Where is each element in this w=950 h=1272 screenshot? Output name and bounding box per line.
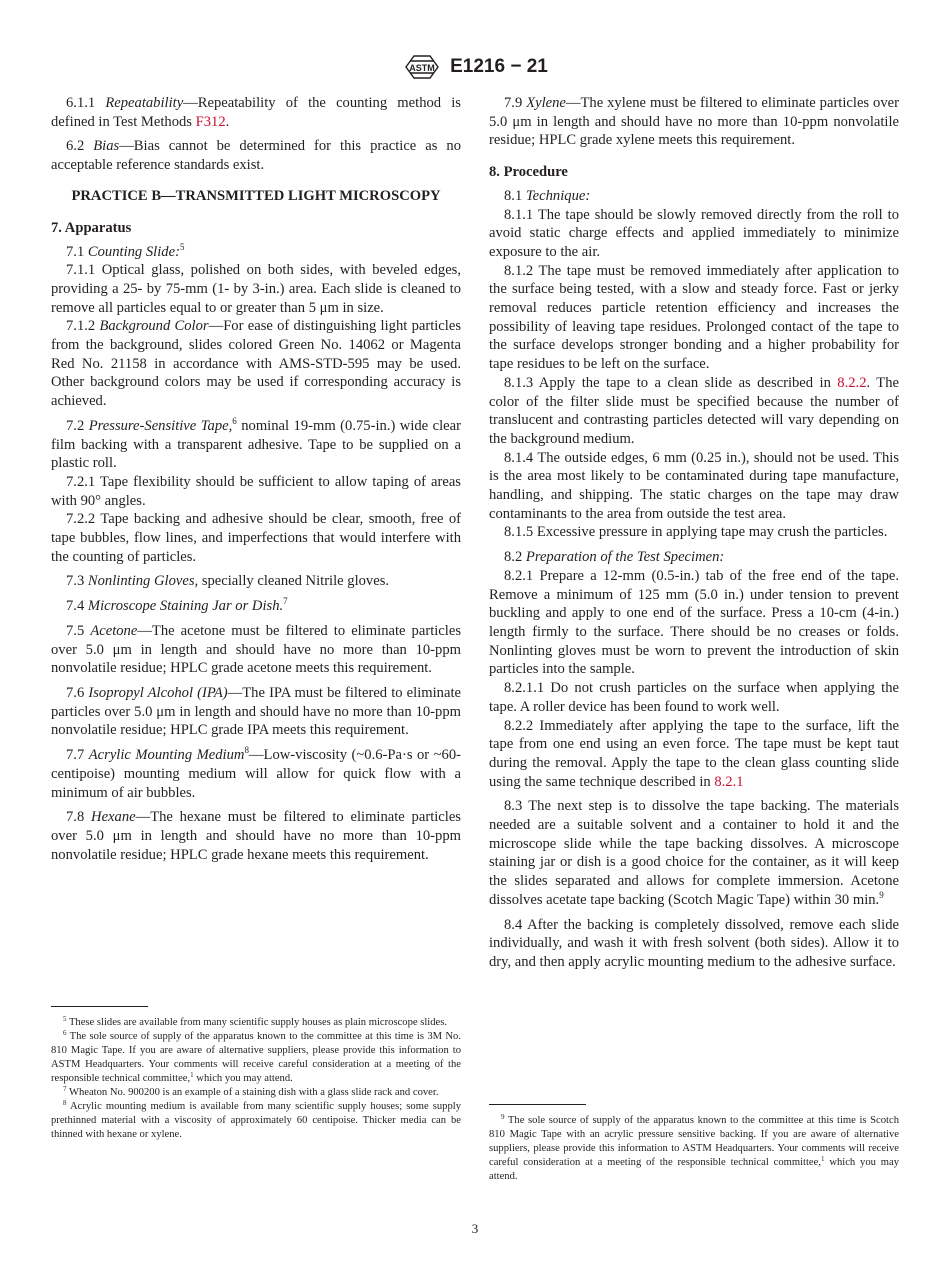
para-7-6: 7.6 Isopropyl Alcohol (IPA)—The IPA must be filtered to eliminate particles over 5.0 μm in length and should have no more than 10-ppm nonvolatile residue; HPLC grade IPA meets this requirement. — [51, 684, 461, 739]
para-8-4: 8.4 After the backing is completely dissolved, remove each slide individually, and wash it with fresh solvent (both sides). Allow it to dry, and then apply acrylic mounting medium to the adhesive surface. — [489, 916, 899, 970]
para-7-1: 7.1 Counting Slide:$^5$ — [66, 241, 185, 260]
para-8-1-2: 8.1.2 The tape must be removed immediately after application to the surface being tested, with a slow and steady force. Fast or jerky removal reduces particle retention efficiency and increases the possibility of leaving tape residues. Prolonged contact of the tape to the surface develops stronger bonding and a higher probability for tape residues to be left on the surface. — [489, 262, 899, 373]
para-7-2-2: 7.2.2 Tape backing and adhesive should be clear, smooth, free of tape bubbles, flow lines, and imperfections that would interfere with the counting of particles. — [51, 511, 461, 565]
para-6-1-1: 6.1.1 Repeatability—Repeatability of the counting method is defined in Test Methods F312. — [51, 95, 461, 130]
para-7-7: 7.7 Acrylic Mounting Medium$^8$—Low-viscosity (~0.6-Pa·s or ~60-centipoise) mounting medium will allow for quick flow with a minimum of air bubbles. — [51, 745, 461, 801]
footnotes-right — [489, 1104, 899, 1184]
footnote-7: $^7$ Wheaton No. 900200 is an example of a staining dish with a glass slide rack and cover. — [63, 1085, 439, 1098]
page-number: 3 — [471, 1221, 479, 1236]
left-column — [51, 94, 461, 864]
para-8-1: 8.1 Technique: — [504, 187, 591, 204]
footnote-ref-8[interactable]: 8 — [244, 745, 249, 756]
footnote-ref-6[interactable]: 6 — [232, 415, 237, 426]
footnote-rule — [51, 1006, 148, 1007]
svg-text:ASTM: ASTM — [409, 63, 435, 73]
para-6-2: 6.2 Bias—Bias cannot be determined for this practice as no acceptable reference standards exist. — [51, 138, 461, 174]
practice-b-title: PRACTICE B—TRANSMITTED LIGHT MICROSCOPY — [71, 187, 441, 204]
footnote-6: $^6$ The sole source of supply of the apparatus known to the committee at this time is 3M No. 810 Magic Tape. If you are aware of alternative suppliers, please provide this information to ASTM Headquarters. Your comments will receive careful consideration at a meeting of the responsible technical committee,$^1$ which you may attend. — [51, 1029, 461, 1084]
para-8-2: 8.2 Preparation of the Test Specimen: — [504, 549, 725, 566]
para-8-2-2: 8.2.2 Immediately after applying the tape to the surface, lift the tape from one end using an even force. The tape must be kept taut during the removal. Apply the tape to the clean glass counting slide using the same technique described in 8.2.1 — [489, 717, 899, 790]
footnote-rule — [489, 1104, 586, 1105]
para-7-2-1: 7.2.1 Tape flexibility should be sufficient to allow taping of areas with 90° angles. — [51, 473, 461, 509]
footnote-8: $^8$ Acrylic mounting medium is available from many scientific supply houses; some supply prethinned material with a viscosity of approximately 60 centipoise. Thicker media can be thinned with hexane or xylene. — [51, 1099, 461, 1140]
para-8-2-1: 8.2.1 Prepare a 12-mm (0.5-in.) tab of the free end of the tape. Remove a minimum of 125 mm (5.0 in.) under tension to prevent buckling and apply to one end of the surface. Press a 10-cm (4-in.) length firmly to the surface. There should be no creases or folds. Nonlinting gloves must be worn to prevent the introduction of skin particles into the sample. — [489, 567, 899, 678]
footnote-5: $^5$ These slides are available from many scientific supply houses as plain microscope slides. — [63, 1015, 447, 1028]
section-8-title: 8. Procedure — [489, 164, 568, 181]
para-8-1-5: 8.1.5 Excessive pressure in applying tape may crush the particles. — [504, 524, 888, 541]
section-7-title: 7. Apparatus — [51, 219, 132, 236]
para-7-1-2: 7.1.2 Background Color—For ease of distinguishing light particles from the background, slides colored Green No. 14062 or Magenta Red No. 21158 in accordance with AMS-STD-595 may be used. Other background colors may be used if corresponding accuracy is achieved. — [51, 318, 461, 410]
footnotes-left — [51, 1006, 461, 1142]
footnote-ref-7[interactable]: 7 — [283, 596, 288, 607]
para-7-2: 7.2 Pressure-Sensitive Tape,$^6$ nominal 19-mm (0.75-in.) wide clear film backing with a transparent adhesive. Tape to be supplied on a plastic roll. — [51, 415, 461, 472]
para-7-9: 7.9 Xylene—The xylene must be filtered to eliminate particles over 5.0 μm in length and should have no more than 10-ppm nonvolatile residue; HPLC grade xylene meets this requirement. — [489, 95, 899, 149]
para-7-3: 7.3 Nonlinting Gloves, specially cleaned Nitrile gloves. — [66, 573, 390, 590]
link-8-2-2[interactable]: 8.2.2 — [837, 374, 867, 391]
astm-logo-icon — [402, 52, 442, 82]
footnote-ref-5[interactable]: 5 — [179, 241, 185, 252]
para-8-1-1: 8.1.1 The tape should be slowly removed directly from the roll to avoid static charge effects and applied immediately to minimize exposure to the air. — [489, 206, 899, 260]
para-8-1-3: 8.1.3 Apply the tape to a clean slide as described in 8.2.2. The color of the filter slide must be specified because the number of translucent and contrasting particles detected will vary depending on the background medium. — [489, 374, 899, 447]
standard-designation: E1216 − 21 — [450, 56, 548, 77]
footnote-ref-9[interactable]: 9 — [879, 889, 884, 900]
para-7-1-1: 7.1.1 Optical glass, polished on both sides, with beveled edges, providing a 25- by 75-mm (1- by 3-in.) area. Each slide is cleaned to remove all particles equal to or greater than 5 μm in size. — [51, 262, 461, 316]
right-column — [489, 94, 899, 972]
para-7-8: 7.8 Hexane—The hexane must be filtered to eliminate particles over 5.0 μm in length and should have no more than 10-ppm nonvolatile residue; HPLC grade hexane meets this requirement. — [51, 809, 461, 863]
page-header — [0, 52, 950, 82]
para-8-3: 8.3 The next step is to dissolve the tape backing. The materials needed are a suitable solvent and a container to hold it and the microscope slide while the tape backing dissolves. A microscope staining jar or dish is a good choice for the container, as it will keep the slides separated and allows for complete immersion. Acetone dissolves acetate tape backing (Scotch Magic Tape) within 30 min.$^9$ — [489, 798, 899, 908]
para-8-2-1-1: 8.2.1.1 Do not crush particles on the surface when applying the tape. A roller device has been found to work well. — [489, 680, 899, 715]
link-f312[interactable]: F312 — [195, 113, 226, 130]
para-7-5: 7.5 Acetone—The acetone must be filtered to eliminate particles over 5.0 μm in length and should have no more than 10-ppm nonvolatile residue; HPLC grade acetone meets this requirement. — [51, 622, 461, 677]
link-8-2-1[interactable]: 8.2.1 — [714, 773, 744, 790]
para-7-4: 7.4 Microscope Staining Jar or Dish.$^7$ — [66, 596, 288, 615]
footnote-9: $^9$ The sole source of supply of the apparatus known to the committee at this time is Scotch 810 Magic Tape with an acrylic pressure sensitive backing. If you are aware of alternative suppliers, please provide this information to ASTM Headquarters. Your comments will receive careful consideration at a meeting of the responsible technical committee,$^1$ which you may attend. — [489, 1113, 899, 1182]
para-8-1-4: 8.1.4 The outside edges, 6 mm (0.25 in.), should not be used. This is the area most likely to be contaminated during tape manufacture, handling, and shipping. The static charges on the tape may draw contaminants to the area from outside the test area. — [489, 449, 899, 522]
